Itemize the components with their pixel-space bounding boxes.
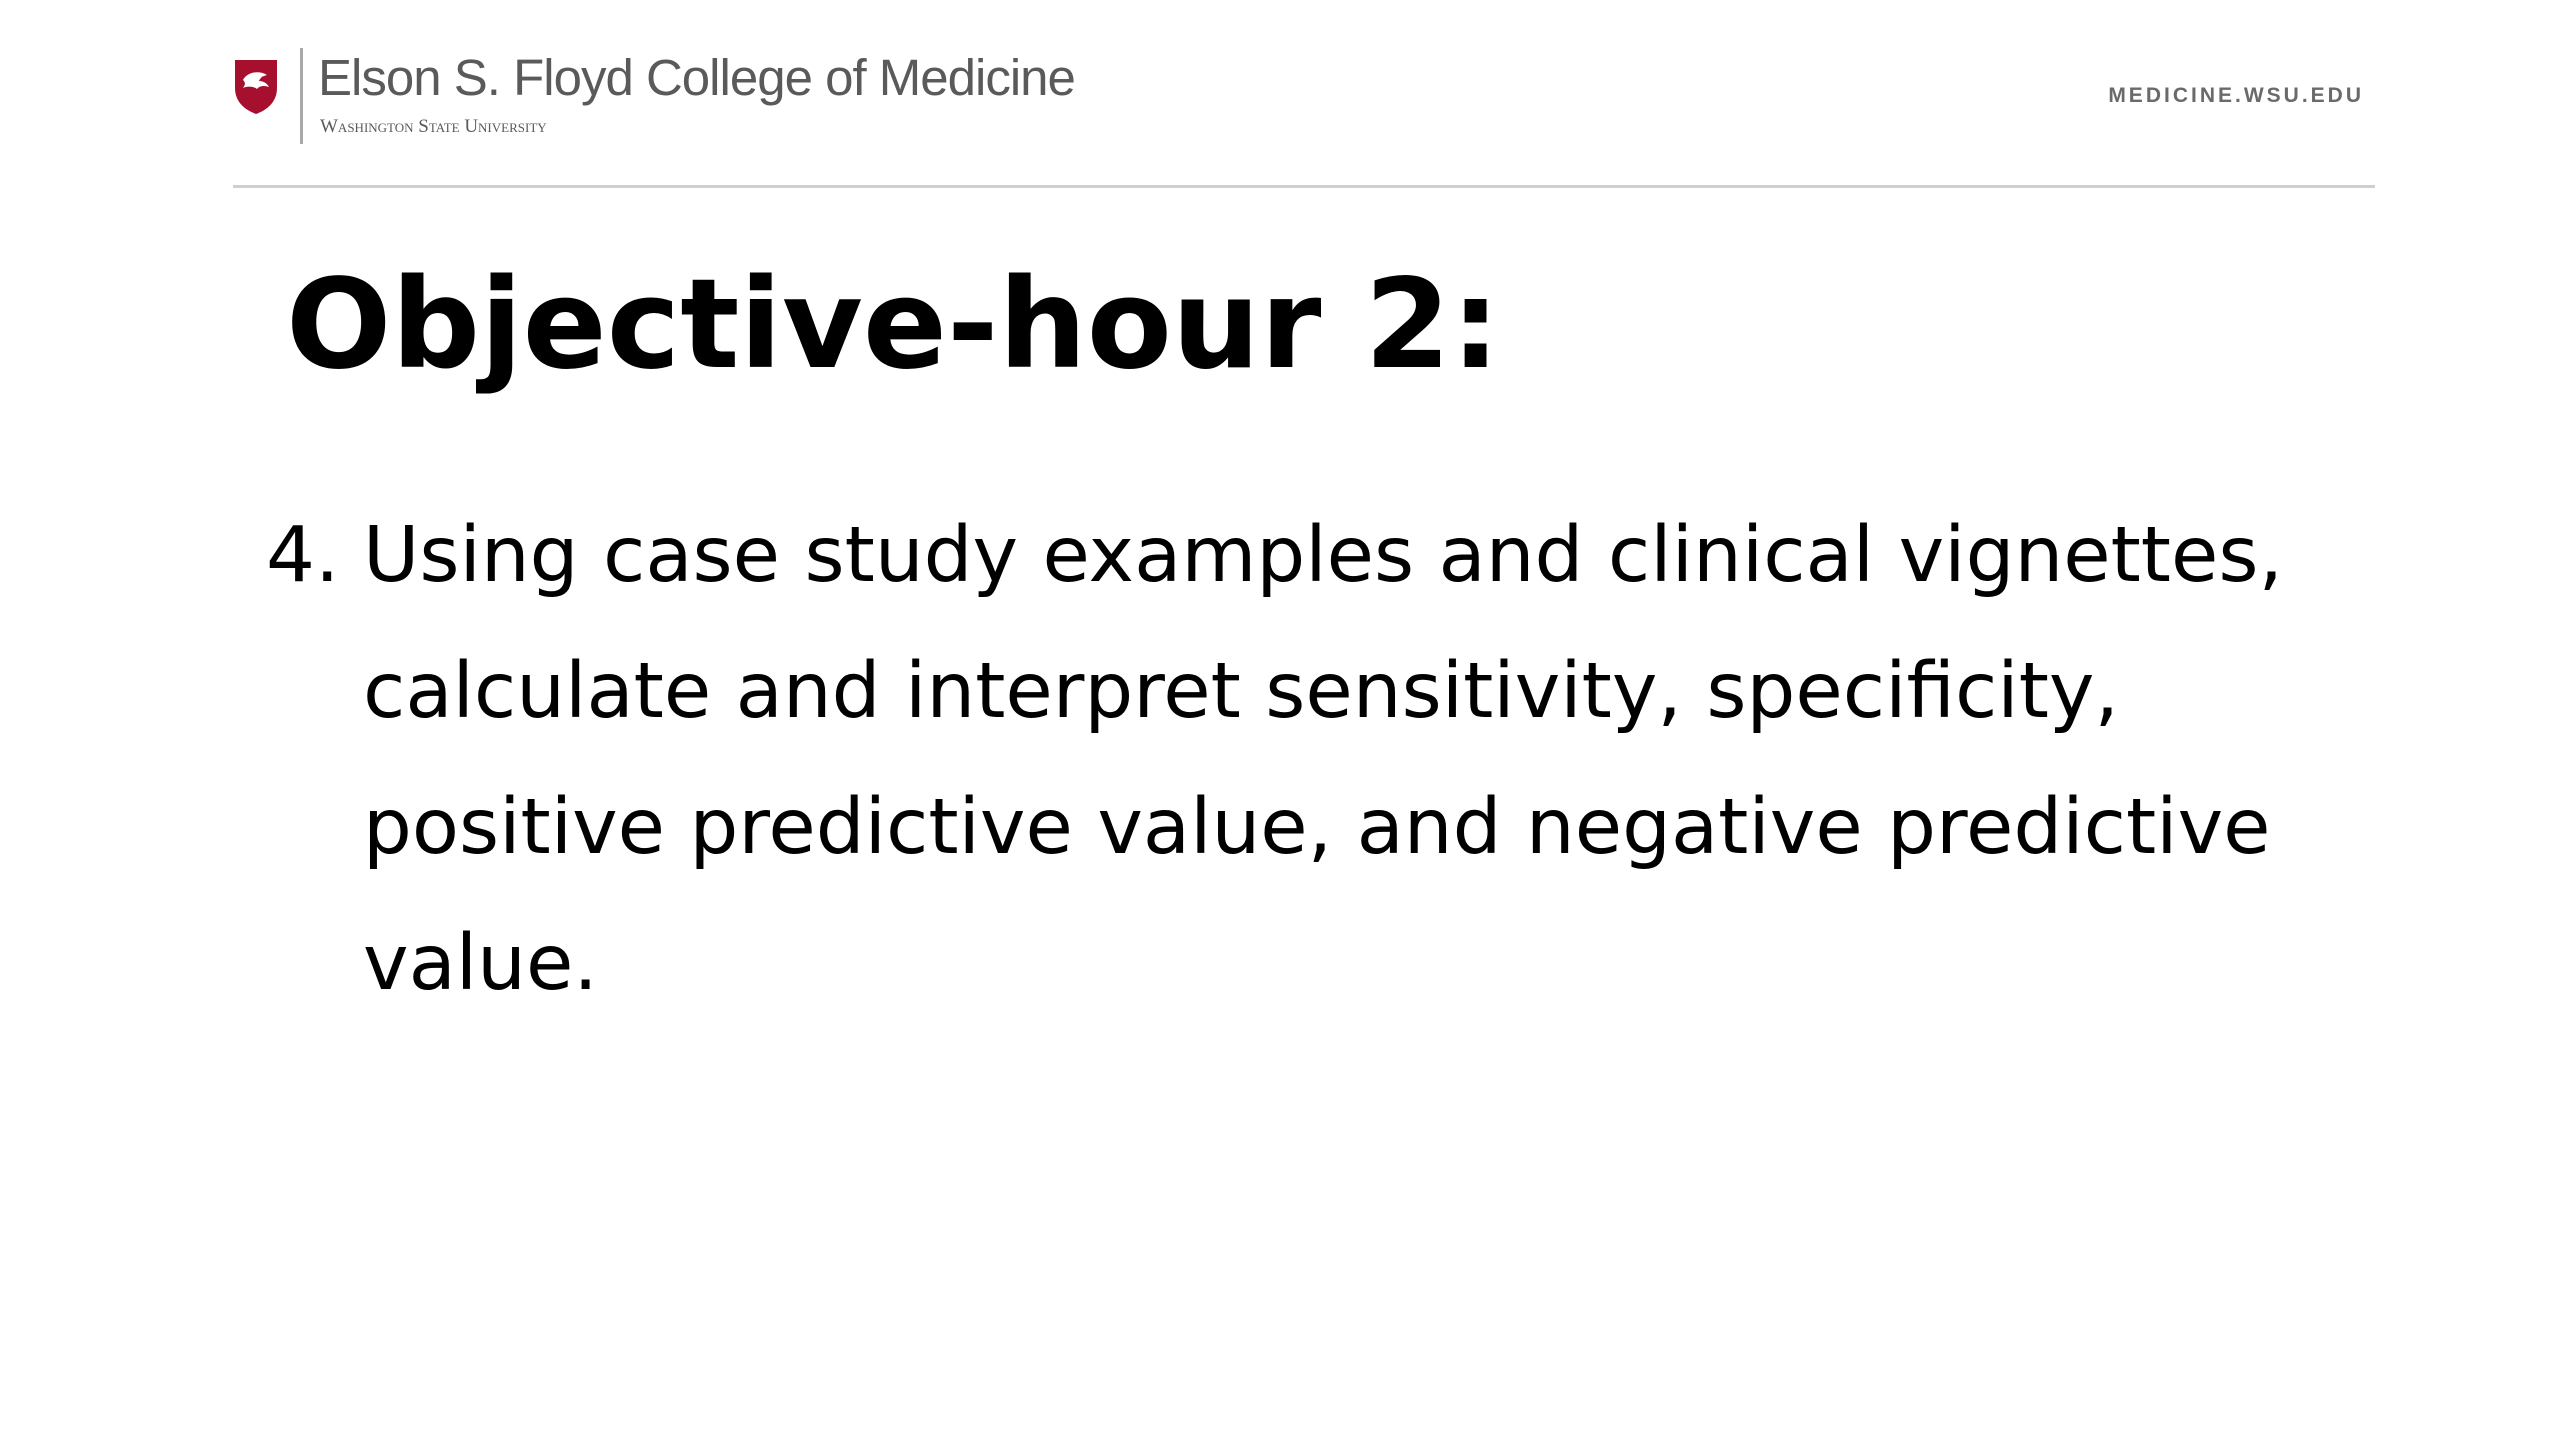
- header-divider: [233, 185, 2375, 188]
- objective-line: Using case study examples and clinical vignettes,: [363, 511, 2283, 600]
- wsu-cougar-shield-logo: [233, 58, 279, 116]
- slide-header: [0, 0, 2560, 190]
- college-name: Elson S. Floyd College of Medicine: [318, 49, 1075, 106]
- objective-line: value.: [363, 919, 598, 1008]
- slide-title: Objective-hour 2:: [286, 253, 1501, 397]
- objective-line: calculate and interpret sensitivity, specificity,: [363, 647, 2119, 736]
- logo-divider: [300, 48, 303, 144]
- university-name: Washington State University: [320, 116, 547, 137]
- objective-list: [266, 488, 2283, 1032]
- objective-text: [363, 488, 2283, 1032]
- website-url: MEDICINE.WSU.EDU: [2108, 84, 2364, 107]
- objective-number: 4.: [266, 511, 340, 600]
- objective-item: [266, 488, 2283, 1032]
- objective-line: positive predictive value, and negative predictive: [363, 783, 2271, 872]
